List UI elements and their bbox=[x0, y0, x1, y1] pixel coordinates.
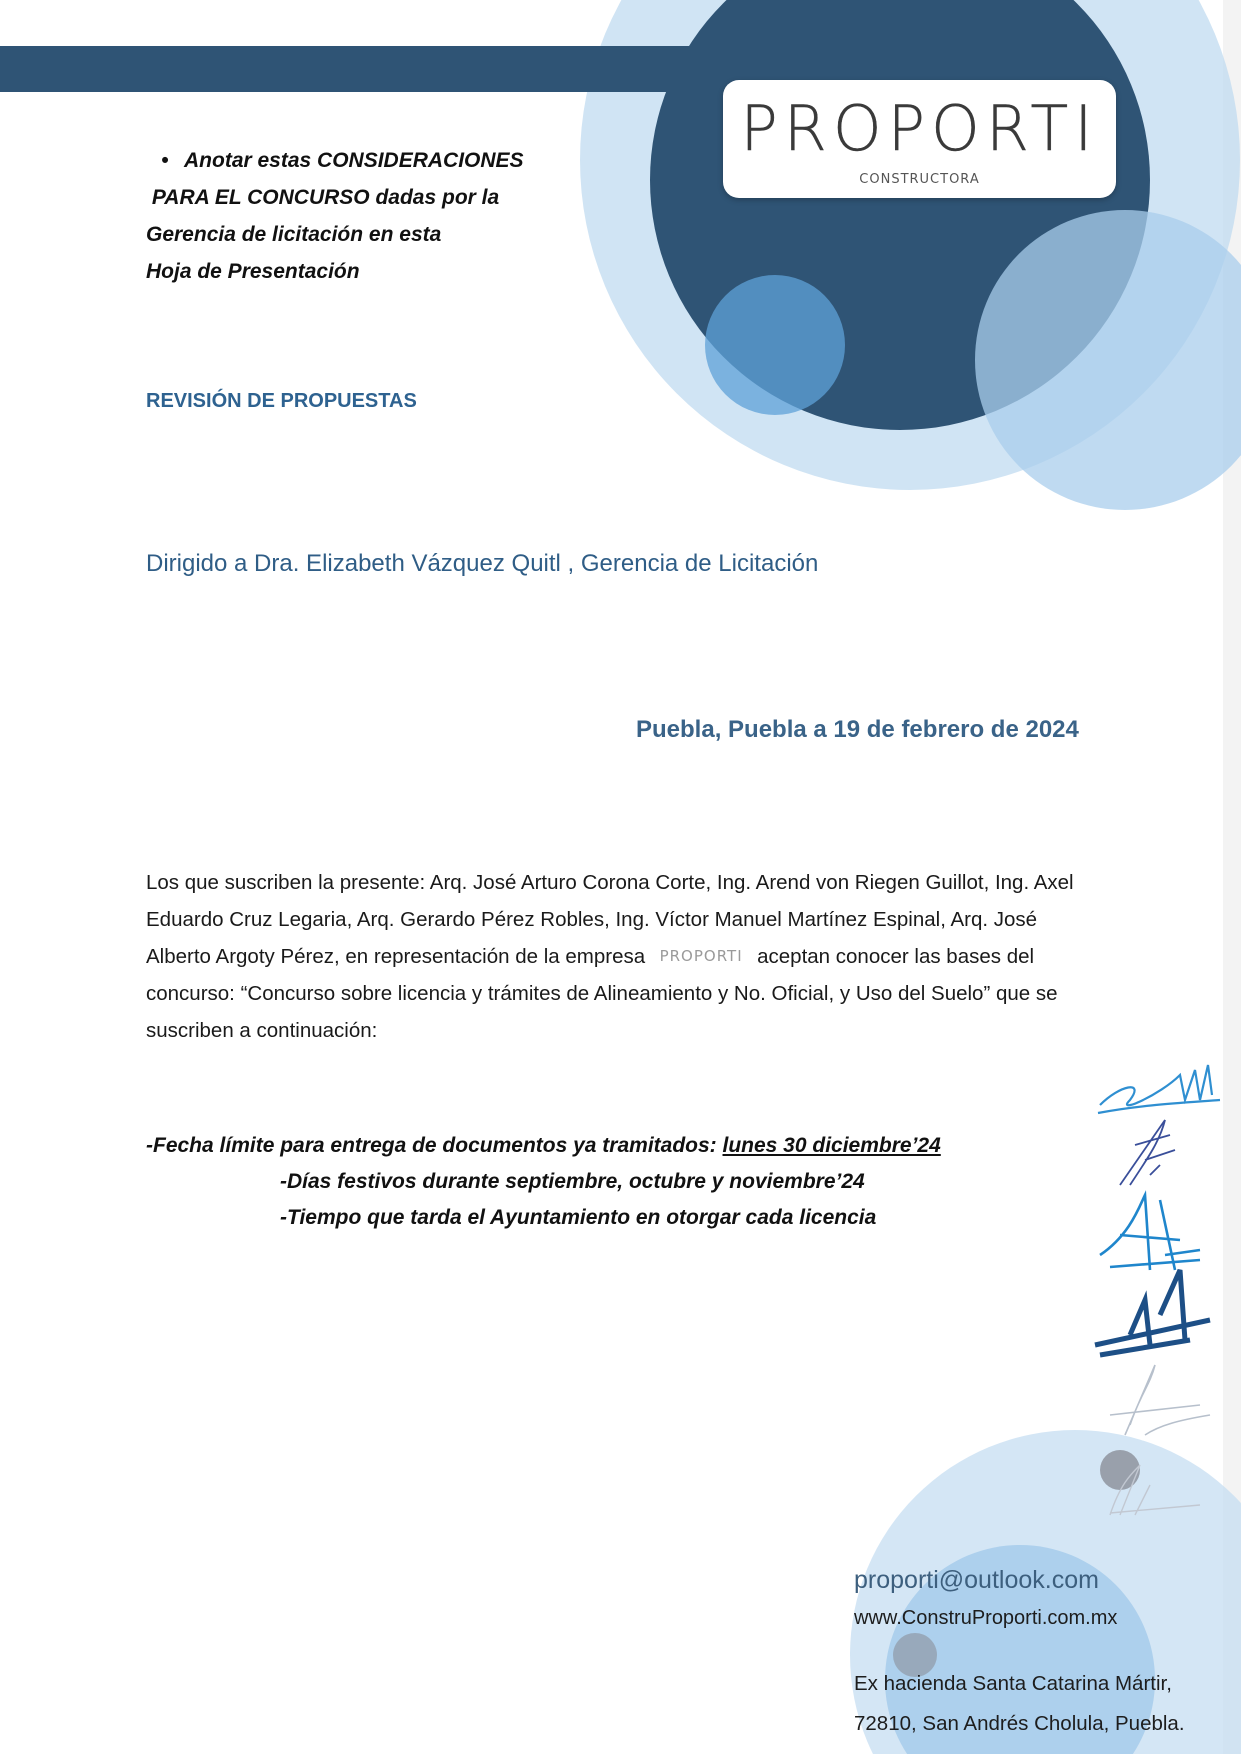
inline-company-logo: PROPORTI bbox=[659, 946, 743, 965]
considerations-list bbox=[146, 1128, 1046, 1236]
section-heading: REVISIÓN DE PROPUESTAS bbox=[146, 390, 417, 412]
note-line-3: Gerencia de licitación en esta bbox=[146, 223, 442, 246]
bullet-icon: • bbox=[161, 149, 169, 172]
timing-item: -Tiempo que tarda el Ayuntamiento en otorgar cada licencia bbox=[280, 1206, 877, 1229]
signature-3 bbox=[1100, 1195, 1200, 1270]
holidays-item: -Días festivos durante septiembre, octubre y noviembre’24 bbox=[280, 1170, 865, 1193]
note-line-2: PARA EL CONCURSO dadas por la bbox=[151, 186, 500, 209]
body-text-part-1: Los que suscriben la presente: Arq. José Arturo Corona Corte, Ing. Arend von Riegen Guillot, Ing. Axel Eduardo Cruz Legaria, Arq. Gerardo Pérez Robles, Ing. Víctor Manuel Martínez Espinal, Arq. José Alberto Argoty Pérez, en representación de la empresa bbox=[146, 871, 1074, 968]
signature-5 bbox=[1110, 1365, 1210, 1435]
logo-wordmark: PROPORTI bbox=[740, 92, 1099, 165]
company-logo bbox=[723, 80, 1116, 198]
considerations-note bbox=[146, 142, 576, 290]
body-paragraph bbox=[146, 864, 1076, 1049]
deadline-value: lunes 30 diciembre’24 bbox=[722, 1134, 941, 1157]
addressee: Dirigido a Dra. Elizabeth Vázquez Quitl , Gerencia de Licitación bbox=[146, 550, 819, 577]
signature-6 bbox=[1110, 1465, 1200, 1515]
logo-subtitle: CONSTRUCTORA bbox=[859, 172, 980, 187]
footer-address-line-2: 72810, San Andrés Cholula, Puebla. bbox=[854, 1712, 1185, 1735]
dateline: Puebla, Puebla a 19 de febrero de 2024 bbox=[636, 716, 1079, 743]
header-bar bbox=[0, 46, 760, 92]
deadline-label: -Fecha límite para entrega de documentos ya tramitados: bbox=[146, 1134, 717, 1157]
signature-4 bbox=[1095, 1270, 1210, 1355]
signature-1 bbox=[1098, 1065, 1220, 1113]
note-line-1: Anotar estas CONSIDERACIONES bbox=[184, 149, 524, 172]
footer-website[interactable]: www.ConstruProporti.com.mx bbox=[854, 1607, 1118, 1629]
signatures bbox=[1090, 1045, 1230, 1565]
deadline-item bbox=[146, 1128, 1046, 1164]
note-line-4: Hoja de Presentación bbox=[146, 260, 360, 283]
signature-2 bbox=[1120, 1120, 1175, 1185]
footer-email[interactable]: proporti@outlook.com bbox=[854, 1566, 1099, 1594]
body-text-part-2: aceptan conocer las bases del concurso: “Concurso sobre licencia y trámites de Alineamiento y No. Oficial, y Uso del Suelo” que se suscriben a continuación: bbox=[146, 945, 1058, 1042]
footer-contact bbox=[854, 1566, 1185, 1744]
small-mid-circle bbox=[705, 275, 845, 415]
footer-address-line-1: Ex hacienda Santa Catarina Mártir, bbox=[854, 1672, 1172, 1695]
